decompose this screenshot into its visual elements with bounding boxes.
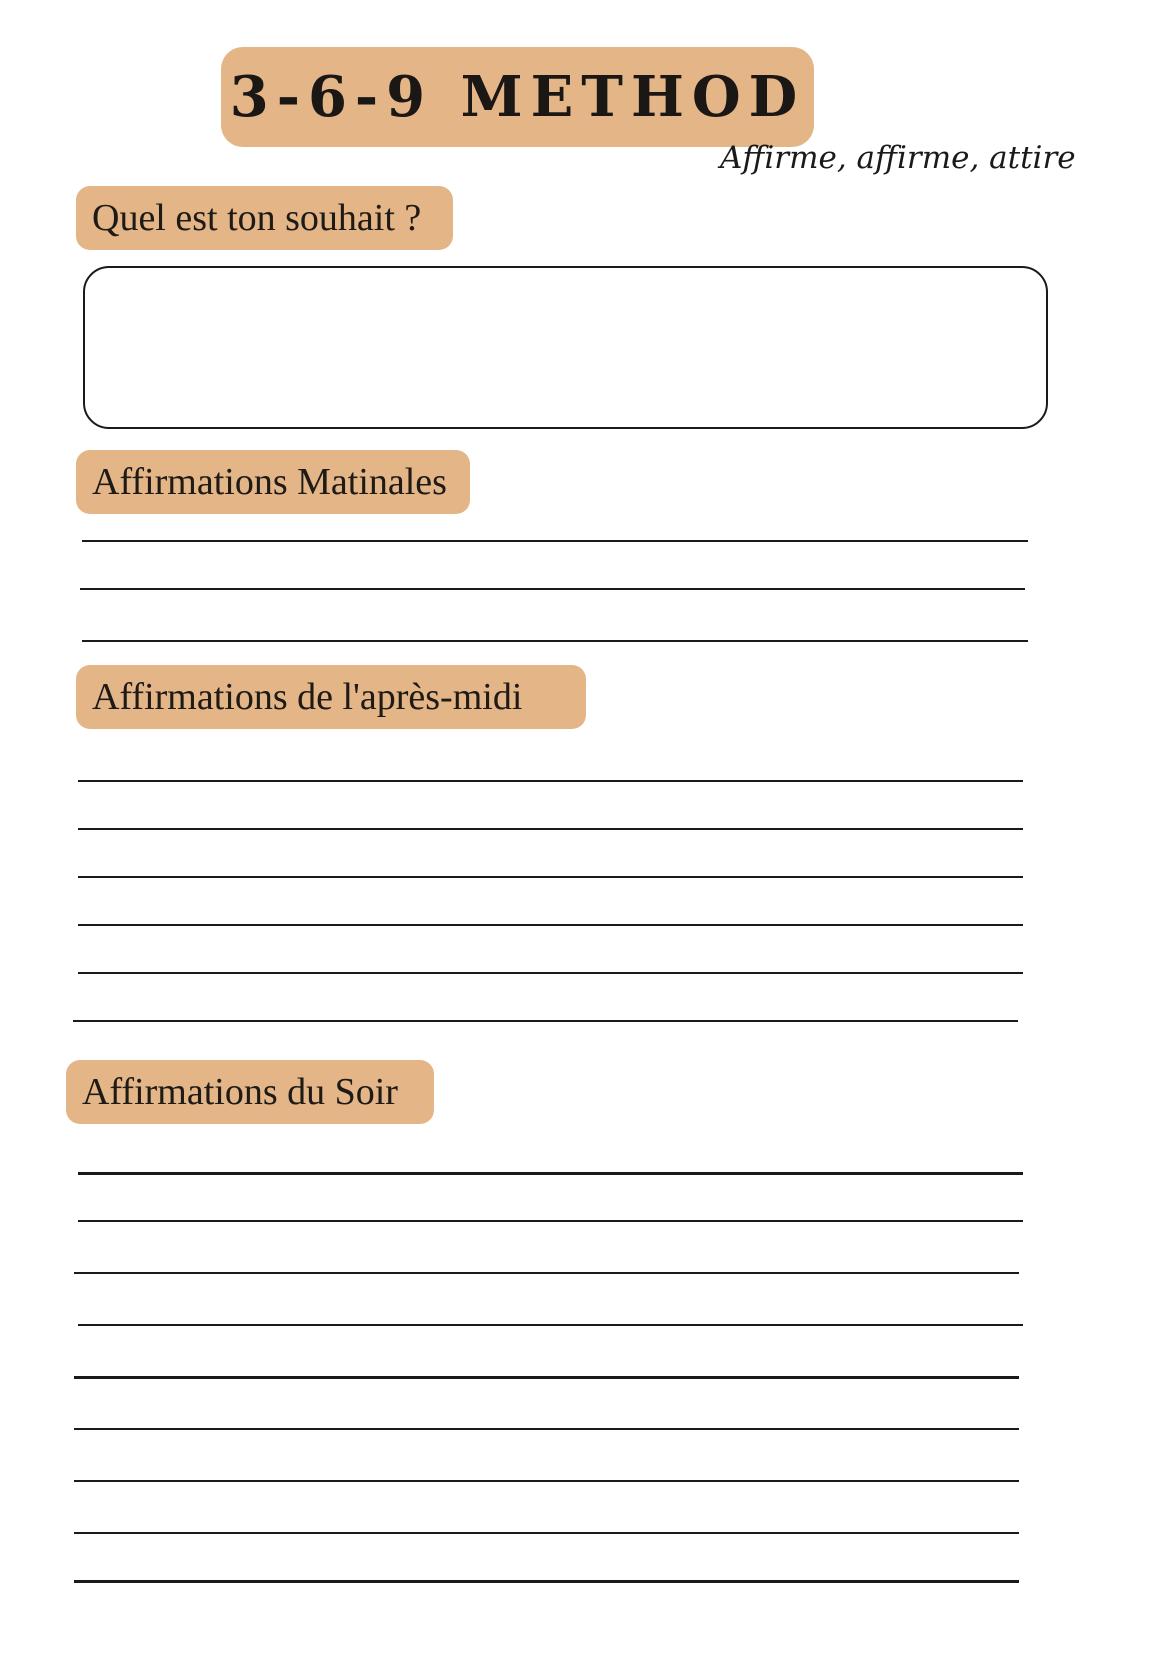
wish-label-badge [76,186,453,250]
afternoon-line-2[interactable] [78,828,1023,830]
morning-line-2[interactable] [80,588,1025,590]
afternoon-label: Affirmations de l'après-midi [92,676,523,718]
wish-label: Quel est ton souhait ? [92,197,422,239]
page-title: 3-6-9 METHOD [229,64,806,130]
wish-input-box[interactable] [83,266,1048,429]
morning-label: Affirmations Matinales [92,461,447,503]
afternoon-line-6[interactable] [73,1020,1018,1022]
evening-line-7[interactable] [74,1480,1019,1482]
evening-line-8[interactable] [74,1532,1019,1534]
evening-label-badge [66,1060,434,1124]
evening-line-3[interactable] [74,1272,1019,1274]
evening-line-9[interactable] [74,1580,1019,1583]
tagline: Affirme, affirme, attire [720,140,1076,176]
morning-label-badge [76,450,470,514]
morning-line-3[interactable] [82,640,1028,642]
evening-label: Affirmations du Soir [82,1071,398,1113]
afternoon-line-3[interactable] [78,876,1023,878]
afternoon-label-badge [76,665,586,729]
afternoon-line-1[interactable] [78,780,1023,782]
evening-line-6[interactable] [74,1428,1019,1430]
morning-line-1[interactable] [82,540,1028,542]
evening-line-5[interactable] [74,1376,1019,1379]
evening-line-1[interactable] [78,1172,1023,1175]
evening-line-4[interactable] [78,1324,1023,1326]
title-badge [221,47,814,147]
afternoon-line-4[interactable] [78,924,1023,926]
afternoon-line-5[interactable] [78,972,1023,974]
evening-line-2[interactable] [78,1220,1023,1222]
